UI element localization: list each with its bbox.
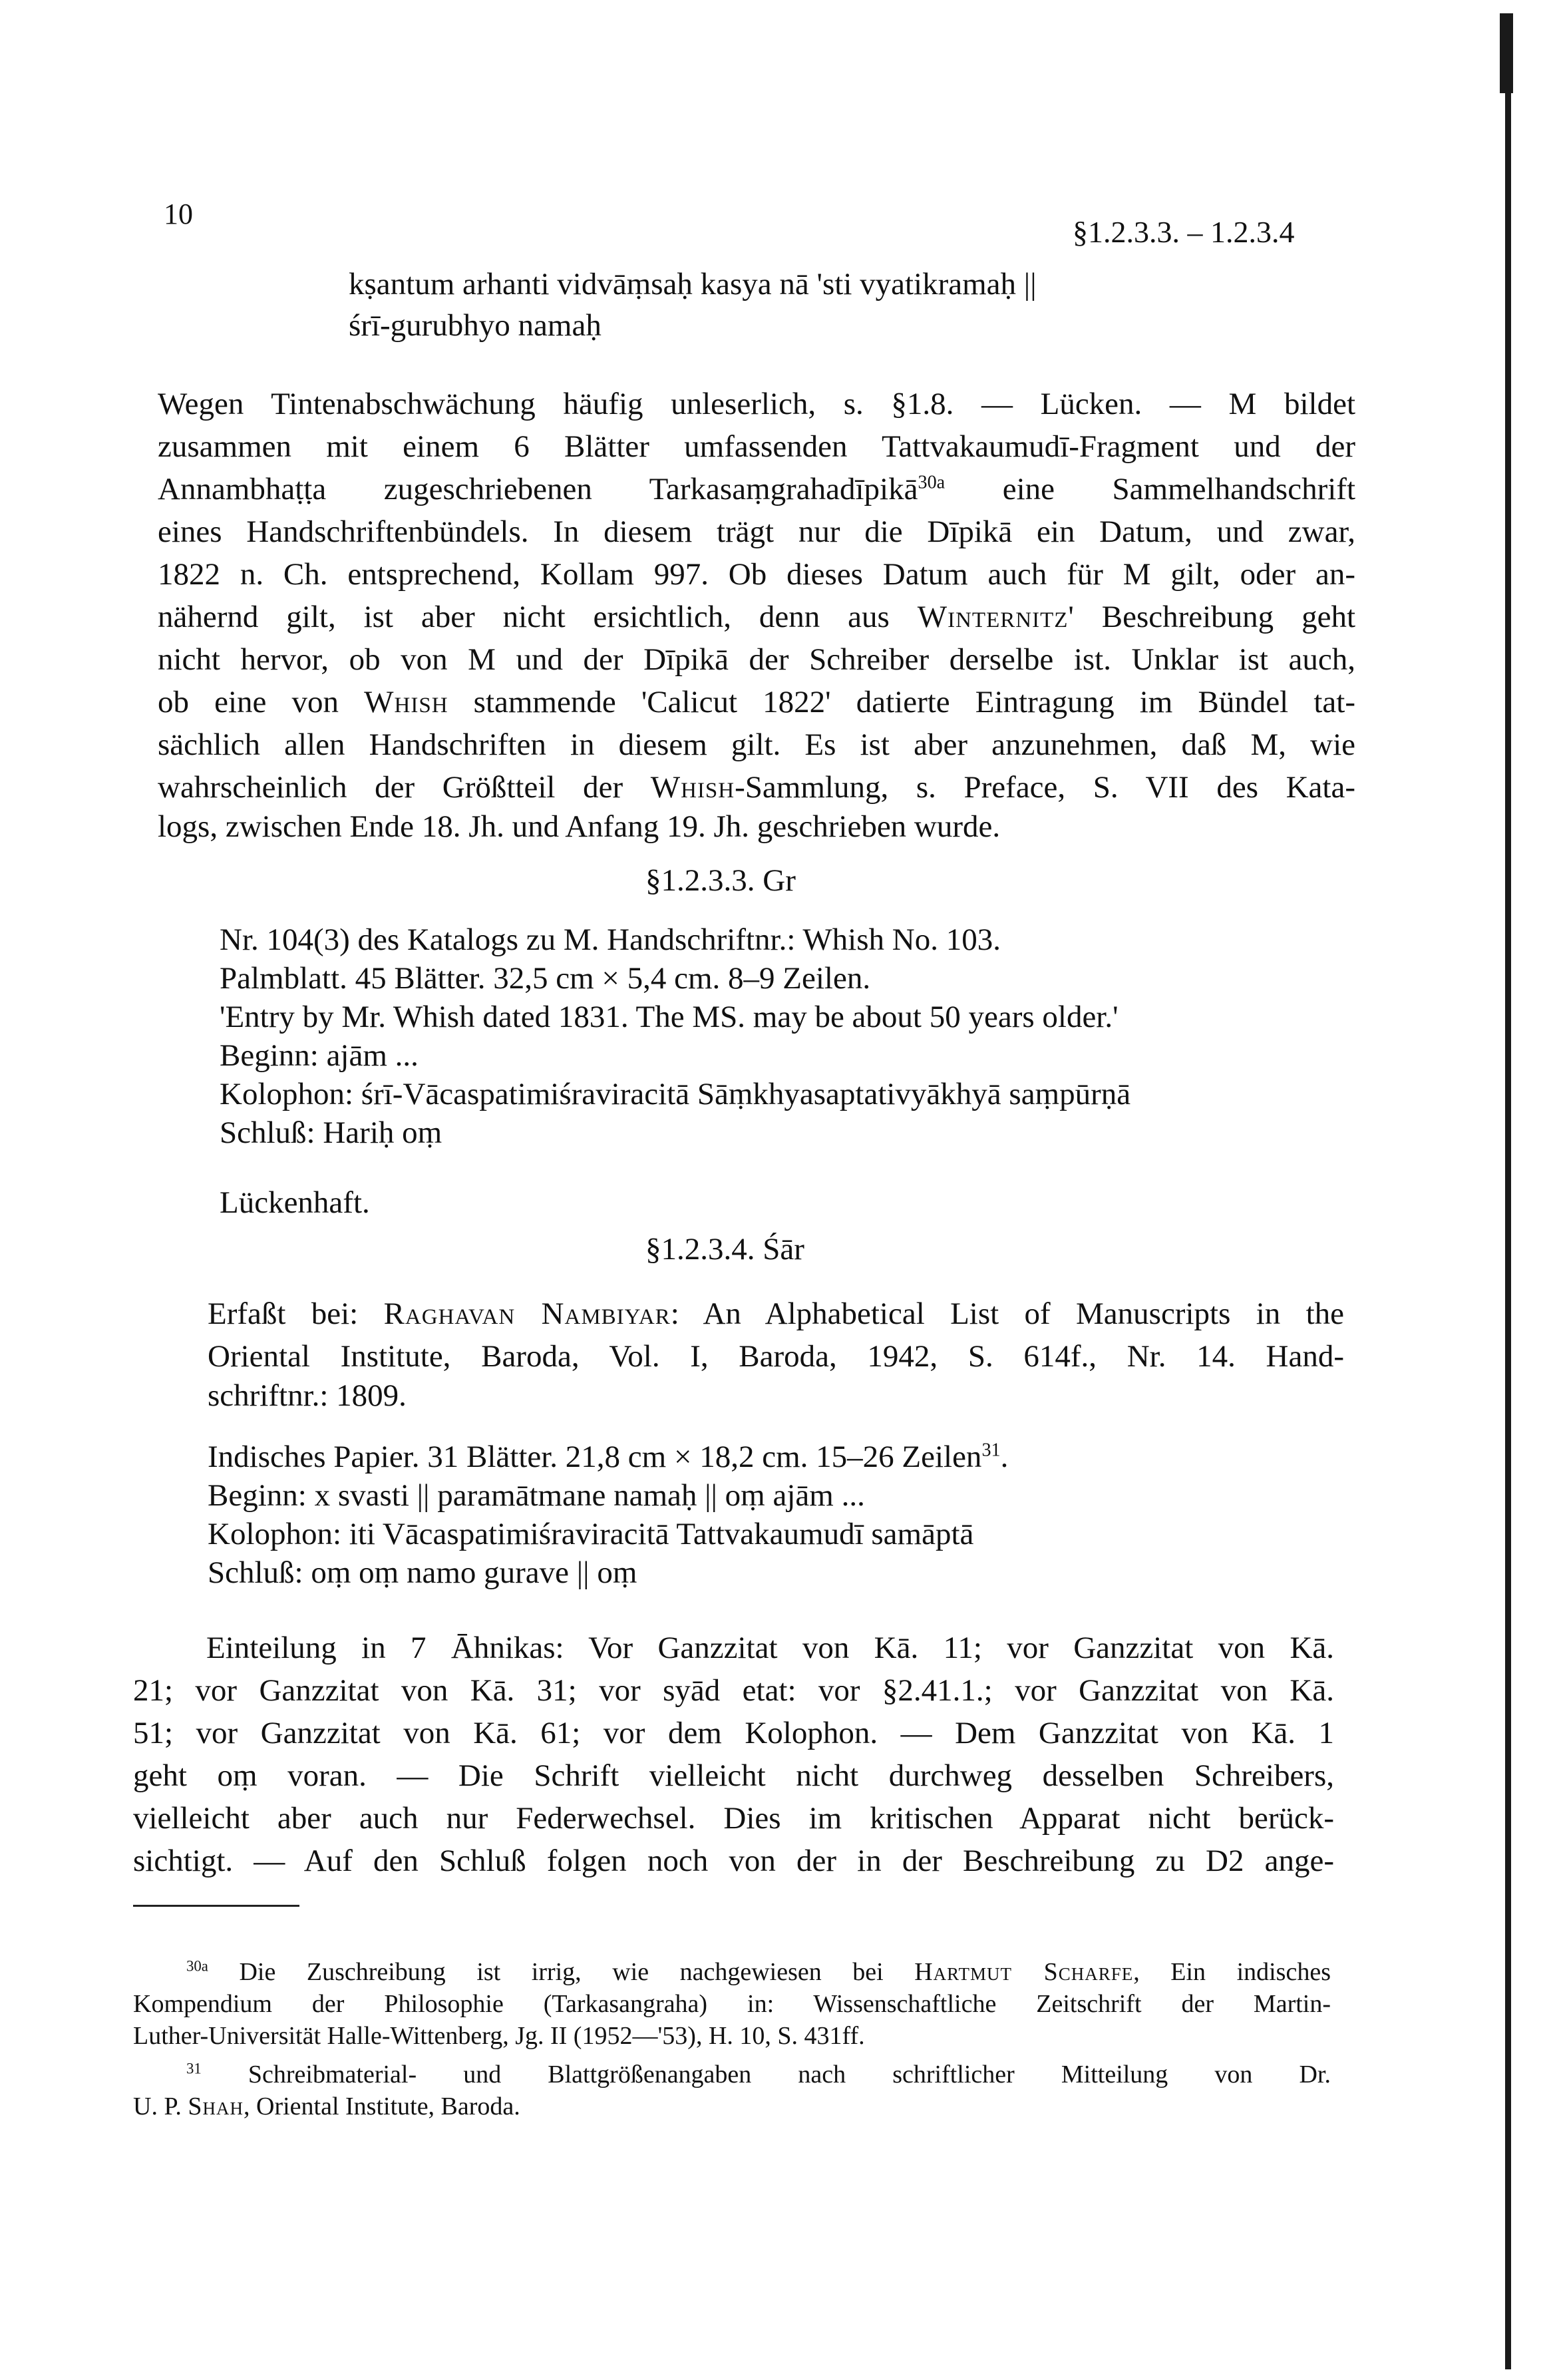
record-line: Erfaßt bei: Raghavan Nambiyar: An Alphabetical List of Manuscripts in the bbox=[208, 1296, 1344, 1331]
scan-edge-line bbox=[1505, 13, 1511, 2369]
footnote-line: Kompendium der Philosophie (Tarkasangraha) in: Wissenschaftliche Zeitschrift der Martin- bbox=[133, 1990, 1331, 2018]
record-line: Beginn: ajām ... bbox=[220, 1038, 419, 1073]
record-line: Oriental Institute, Baroda, Vol. I, Baroda, 1942, S. 614f., Nr. 14. Hand- bbox=[208, 1339, 1344, 1374]
opening-verse-line: kṣantum arhanti vidvāṃsaḥ kasya nā 'sti vyatikramaḥ || bbox=[349, 267, 1037, 301]
record-line: Kolophon: iti Vācaspatimiśraviracitā Tattvakaumudī samāptā bbox=[208, 1517, 974, 1551]
footnote-line: $^{31}$ Schreibmaterial- und Blattgrößenangaben nach schriftlicher Mitteilung von Dr. bbox=[186, 2060, 1331, 2088]
footnote-rule bbox=[133, 1905, 299, 1907]
record-line: 'Entry by Mr. Whish dated 1831. The MS. may be about 50 years older.' bbox=[220, 1000, 1119, 1034]
body-line: nicht hervor, ob von M und der Dīpikā der Schreiber derselbe ist. Unklar ist auch, bbox=[158, 642, 1355, 677]
body-line: geht oṃ voran. — Die Schrift vielleicht nicht durchweg desselben Schreibers, bbox=[133, 1758, 1334, 1793]
section-heading: §1.2.3.4. Śār bbox=[645, 1232, 804, 1267]
page-number: 10 bbox=[164, 198, 193, 230]
footnote-line: U. P. Shah, Oriental Institute, Baroda. bbox=[133, 2092, 520, 2120]
record-line: Kolophon: śrī-Vācaspatimiśraviracitā Sāṃkhyasaptativyākhyā saṃpūrṇā bbox=[220, 1077, 1131, 1111]
body-line: 1822 n. Ch. entsprechend, Kollam 997. Ob dieses Datum auch für M gilt, oder an- bbox=[158, 557, 1355, 592]
scan-edge-mark bbox=[1500, 13, 1513, 93]
body-line: logs, zwischen Ende 18. Jh. und Anfang 19. Jh. geschrieben wurde. bbox=[158, 809, 1001, 844]
body-line: 21; vor Ganzzitat von Kā. 31; vor syād etat: vor §2.41.1.; vor Ganzzitat von Kā. bbox=[133, 1673, 1334, 1708]
body-line: zusammen mit einem 6 Blätter umfassenden Tattvakaumudī-Fragment und der bbox=[158, 429, 1355, 464]
body-line: sächlich allen Handschriften in diesem gilt. Es ist aber anzunehmen, daß M, wie bbox=[158, 727, 1355, 762]
footnote-line: $^{30a}$ Die Zuschreibung ist irrig, wie nachgewiesen bei Hartmut Scharfe, Ein indisches bbox=[186, 1957, 1331, 1986]
body-line: nähernd gilt, ist aber nicht ersichtlich, denn aus Winternitz' Beschreibung geht bbox=[158, 600, 1355, 634]
record-line: Nr. 104(3) des Katalogs zu M. Handschriftnr.: Whish No. 103. bbox=[220, 922, 1001, 957]
footnote-line: Luther-Universität Halle-Wittenberg, Jg. II (1952—'53), H. 10, S. 431ff. bbox=[133, 2022, 865, 2050]
record-note: Lückenhaft. bbox=[220, 1185, 370, 1220]
record-line: Schluß: Hariḥ oṃ bbox=[220, 1115, 442, 1150]
body-line: wahrscheinlich der Größtteil der Whish-Sammlung, s. Preface, S. VII des Kata- bbox=[158, 770, 1355, 805]
body-line: Wegen Tintenabschwächung häufig unleserlich, s. §1.8. — Lücken. — M bildet bbox=[158, 387, 1355, 421]
section-heading: §1.2.3.3. Gr bbox=[645, 863, 796, 898]
running-head: §1.2.3.3. – 1.2.3.4 bbox=[1073, 215, 1295, 249]
record-line: Beginn: x svasti || paramātmane namaḥ || oṃ ajām ... bbox=[208, 1478, 865, 1513]
record-line: Palmblatt. 45 Blätter. 32,5 cm × 5,4 cm. 8–9 Zeilen. bbox=[220, 961, 871, 996]
opening-verse-line: śrī-gurubhyo namaḥ bbox=[349, 308, 602, 343]
body-line: 51; vor Ganzzitat von Kā. 61; vor dem Kolophon. — Dem Ganzzitat von Kā. 1 bbox=[133, 1716, 1334, 1750]
body-line: ob eine von Whish stammende 'Calicut 1822' datierte Eintragung im Bündel tat- bbox=[158, 685, 1355, 719]
body-line: vielleicht aber auch nur Federwechsel. Dies im kritischen Apparat nicht berück- bbox=[133, 1801, 1334, 1836]
body-line: sichtigt. — Auf den Schluß folgen noch von der in der Beschreibung zu D2 ange- bbox=[133, 1844, 1334, 1878]
record-line: Indisches Papier. 31 Blätter. 21,8 cm × 18,2 cm. 15–26 Zeilen$^{31}$. bbox=[208, 1440, 1009, 1474]
record-line: Schluß: oṃ oṃ namo gurave || oṃ bbox=[208, 1555, 637, 1590]
record-line: schriftnr.: 1809. bbox=[208, 1378, 407, 1413]
body-line: Annambhaṭṭa zugeschriebenen Tarkasaṃgrahadīpikā$^{30a}$ eine Sammelhandschrift bbox=[158, 472, 1356, 506]
body-line: Einteilung in 7 Āhnikas: Vor Ganzzitat von Kā. 11; vor Ganzzitat von Kā. bbox=[206, 1631, 1334, 1665]
body-line: eines Handschriftenbündels. In diesem trägt nur die Dīpikā ein Datum, und zwar, bbox=[158, 514, 1355, 549]
